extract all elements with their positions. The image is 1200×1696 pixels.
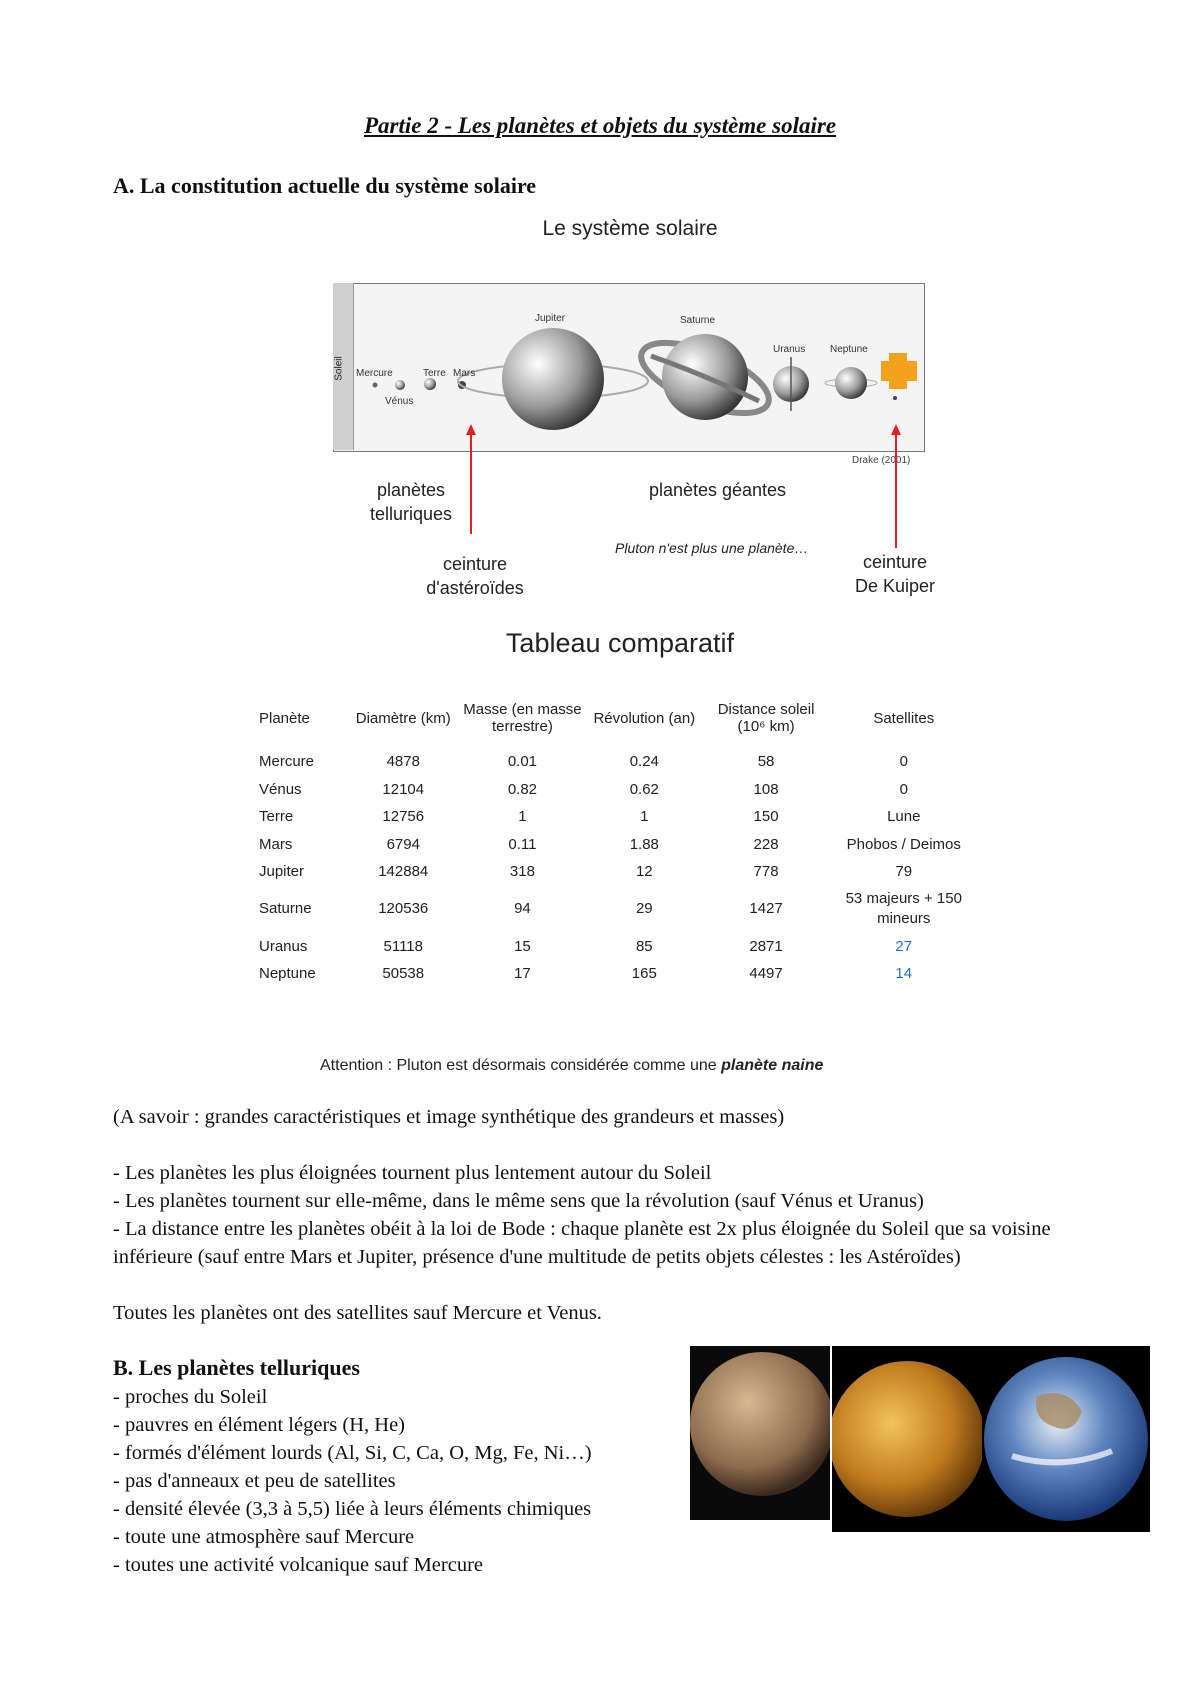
table-cell: 50538: [382, 965, 425, 983]
section-a-point-2: - Les planètes tournent sur elle-même, dans le même sens que la révolution (sauf Vénus et Uranus): [113, 1190, 924, 1212]
table-row: [255, 858, 975, 886]
venus-photo: [832, 1346, 982, 1532]
section-b-point-5: - densité élevée (3,3 à 5,5) liée à leurs éléments chimiques: [113, 1498, 592, 1520]
table-cell: Vénus: [259, 780, 302, 798]
col-distance: Distance soleil (10⁶ km): [717, 701, 815, 735]
label-jupiter: Jupiter: [535, 313, 566, 324]
table-cell: 0.62: [629, 780, 659, 798]
earth-photo: [982, 1346, 1150, 1532]
arrows: [0, 0, 1200, 600]
warning-emphasis: planète naine: [721, 1057, 824, 1074]
sun-label: Soleil: [333, 356, 345, 381]
table-cell: Mars: [259, 835, 293, 853]
table-cell: 6794: [386, 835, 420, 853]
section-b-point-4: - pas d'anneaux et peu de satellites: [113, 1470, 396, 1492]
section-b-point-6: - toute une atmosphère sauf Mercure: [113, 1526, 415, 1548]
label-mercure: Mercure: [356, 368, 393, 379]
table-cell: 94: [514, 900, 531, 917]
col-planete: Planète: [259, 709, 310, 727]
table-cell: 0.11: [508, 835, 537, 853]
table-row: [255, 748, 975, 776]
label-uranus: Uranus: [773, 344, 806, 355]
table-cell: Jupiter: [259, 863, 305, 881]
table-cell: 0.01: [507, 753, 538, 771]
comparison-table: [255, 688, 975, 988]
table-cell: 4497: [749, 965, 783, 983]
table-cell: 778: [753, 863, 779, 881]
table-cell: 1: [640, 808, 649, 826]
table-cell: 12104: [382, 780, 425, 798]
col-diametre: Diamètre (km): [355, 709, 451, 727]
table-cell: Uranus: [259, 937, 308, 955]
table-row: [255, 776, 975, 804]
table-cell: 0: [899, 753, 908, 771]
table-cell: 0.82: [507, 780, 538, 798]
section-a-heading: A. La constitution actuelle du système solaire: [113, 173, 537, 198]
pluto-warning: [320, 1057, 823, 1075]
section-a-point-4: Toutes les planètes ont des satellites sauf Mercure et Venus.: [113, 1302, 602, 1324]
table-cell: 4878: [386, 753, 420, 771]
table-cell: 51118: [383, 937, 423, 955]
section-a-point-1: - Les planètes les plus éloignées tournent plus lentement autour du Soleil: [113, 1162, 712, 1184]
table-cell: 165: [631, 965, 657, 983]
section-a-point-3: - La distance entre les planètes obéit à la loi de Bode : chaque planète est 2x plus éloignée du Soleil que sa voisine inférieure (sauf entre Mars et Jupiter, présence d'une multitude de petits objets célestes : les Astéroïdes): [113, 1218, 1051, 1268]
section-b-point-1: - proches du Soleil: [113, 1386, 268, 1408]
table-cell: 2871: [749, 937, 783, 955]
table-cell: 0.24: [629, 753, 659, 771]
section-b-heading: B. Les planètes telluriques: [113, 1355, 360, 1380]
col-revolution: Révolution (an): [593, 709, 696, 727]
table-cell: 1.88: [629, 835, 659, 853]
mercury-photo: [690, 1346, 830, 1520]
table-cell: 150: [753, 808, 779, 826]
table-row: [255, 803, 975, 831]
note-a-savoir: (A savoir : grandes caractéristiques et image synthétique des grandeurs et masses): [113, 1106, 785, 1128]
table-row: [255, 933, 975, 961]
label-mars: Mars: [453, 368, 476, 379]
section-b-point-7: - toutes une activité volcanique sauf Mercure: [113, 1554, 483, 1576]
label-giants: planètes géantes: [648, 480, 787, 500]
label-saturne: Saturne: [680, 315, 716, 326]
table-row: [255, 886, 975, 933]
col-masse: Masse (en masse terrestre): [463, 701, 582, 735]
table-cell: Lune: [887, 808, 921, 826]
label-kuiper-belt: ceinture De Kuiper: [854, 552, 936, 596]
figure-credit: Drake (2001): [852, 455, 911, 466]
table-cell: 1: [518, 808, 527, 826]
table-cell: 142884: [378, 863, 429, 881]
table-cell: Saturne: [259, 900, 312, 917]
table-cell: Terre: [259, 808, 294, 826]
table-cell: 53 majeurs + 150 mineurs: [845, 890, 962, 927]
table-cell: Neptune: [259, 965, 316, 983]
pluto-note: Pluton n'est plus une planète…: [615, 540, 809, 556]
table-cell: 1427: [749, 900, 783, 917]
label-neptune: Neptune: [830, 344, 868, 355]
table-cell: 14: [895, 965, 913, 983]
table-cell: 79: [895, 863, 913, 881]
label-terre: Terre: [423, 368, 446, 379]
table-cell: 27: [895, 937, 913, 955]
warning-text: Attention : Pluton est désormais considérée comme une: [320, 1057, 722, 1074]
table-cell: 12756: [382, 808, 425, 826]
table-row: [255, 960, 975, 988]
table-cell: 58: [757, 753, 775, 771]
table-title: Tableau comparatif: [505, 628, 735, 658]
col-satellites: Satellites: [873, 709, 935, 727]
figure-title: Le système solaire: [542, 217, 718, 240]
section-b-point-2: - pauvres en élément légers (H, He): [113, 1414, 405, 1436]
section-b-point-3: - formés d'élément lourds (Al, Si, C, Ca, O, Mg, Fe, Ni…): [113, 1442, 592, 1464]
table-cell: 0: [899, 780, 908, 798]
table-row: [255, 831, 975, 859]
table-cell: 108: [753, 780, 779, 798]
page-title: Partie 2 - Les planètes et objets du système solaire: [363, 113, 837, 138]
table-cell: 120536: [378, 900, 429, 917]
label-asteroid-belt: ceinture d'astéroïdes: [426, 554, 524, 598]
table-cell: 29: [635, 900, 653, 917]
table-cell: 228: [753, 835, 779, 853]
table-cell: 15: [514, 937, 531, 955]
table-cell: 85: [635, 937, 653, 955]
table-cell: 12: [635, 863, 653, 881]
table-cell: Phobos / Deimos: [846, 835, 961, 853]
label-telluric: planètes telluriques: [369, 480, 453, 524]
table-cell: Mercure: [259, 753, 315, 771]
label-venus: Vénus: [385, 396, 414, 407]
table-header-row: [255, 688, 975, 748]
table-cell: 318: [509, 863, 535, 881]
table-cell: 17: [514, 965, 531, 983]
